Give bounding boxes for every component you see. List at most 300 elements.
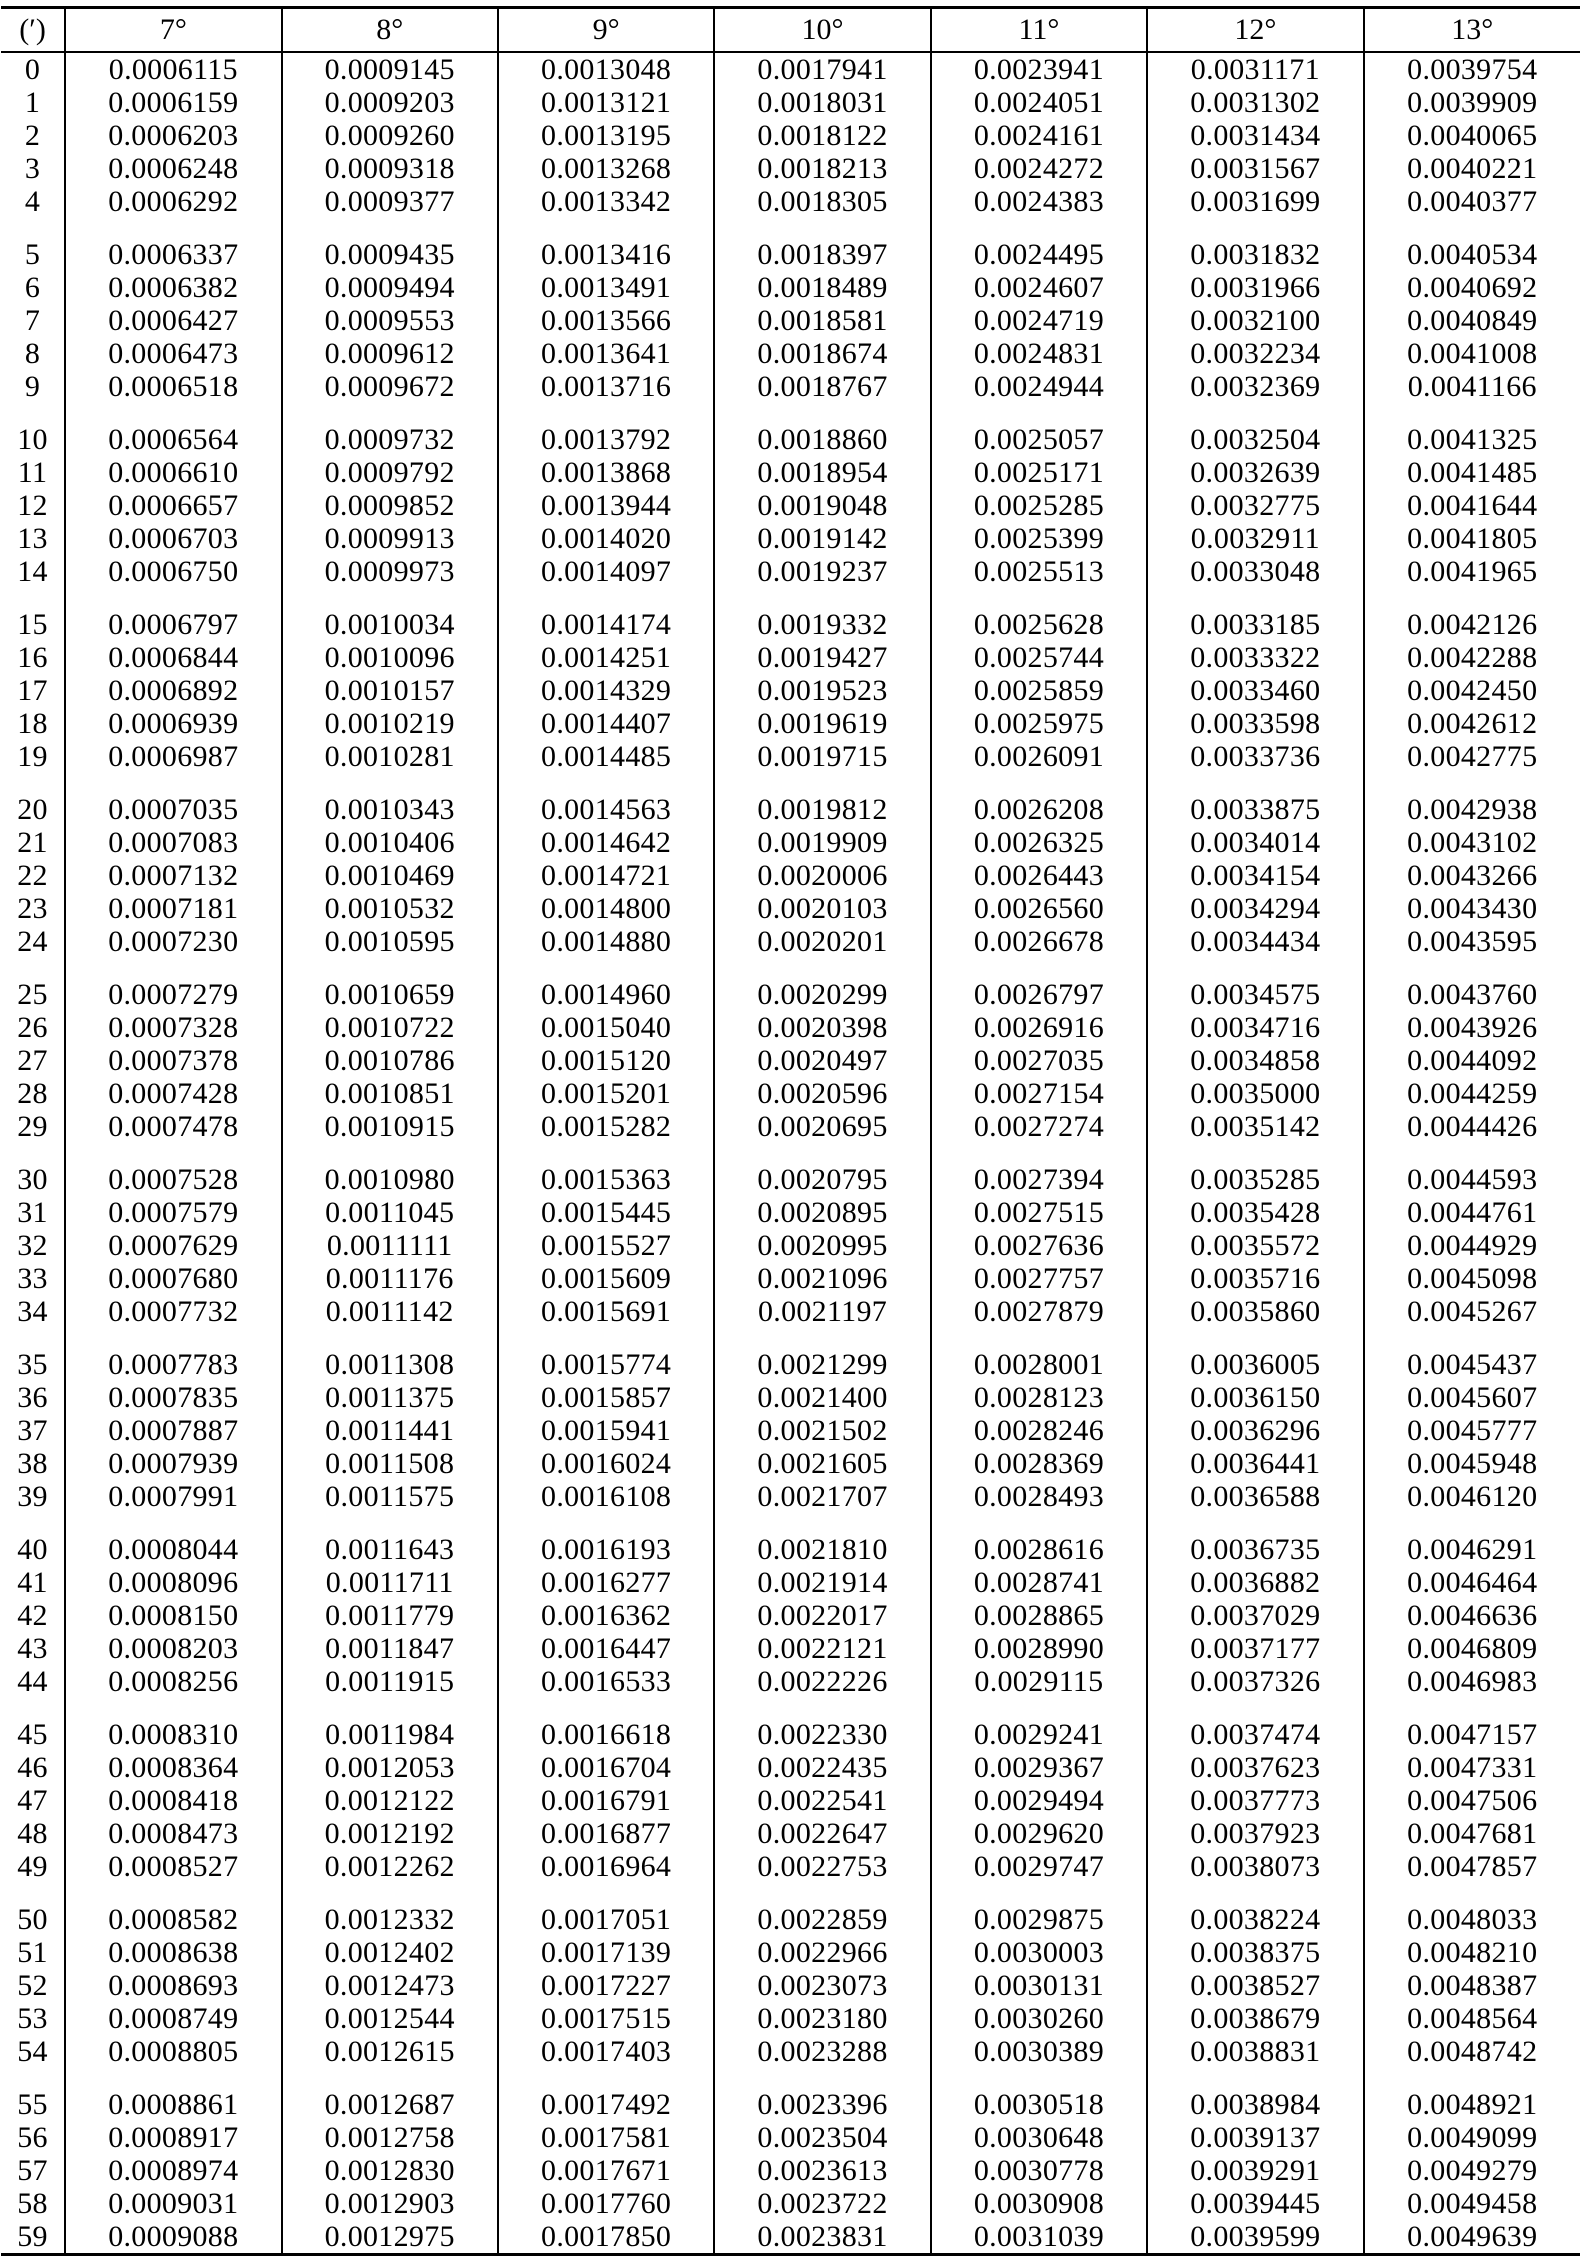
value-cell: 0.0028123 — [931, 1381, 1147, 1414]
value-cell: 0.0028616 — [931, 1513, 1147, 1566]
minute-cell: 3 — [1, 152, 65, 185]
value-cell: 0.0038224 — [1147, 1883, 1363, 1936]
table-row — [1, 1295, 1580, 1328]
value-cell: 0.0018954 — [714, 456, 930, 489]
minutes-column-header: (′) — [1, 8, 65, 53]
value-cell: 0.0013716 — [498, 370, 714, 403]
value-cell: 0.0010219 — [282, 707, 498, 740]
table-row — [1, 2121, 1580, 2154]
value-cell: 0.0012122 — [282, 1784, 498, 1817]
value-cell: 0.0043595 — [1407, 925, 1538, 958]
value-cell: 0.0016277 — [498, 1566, 714, 1599]
value-cell: 0.0018767 — [714, 370, 930, 403]
minute-cell: 36 — [1, 1381, 65, 1414]
value-cell: 0.0017139 — [498, 1936, 714, 1969]
value-cell: 0.0007680 — [65, 1262, 281, 1295]
value-cell: 0.0018397 — [714, 218, 930, 271]
table-row — [1, 1044, 1580, 1077]
value-cell: 0.0032100 — [1147, 304, 1363, 337]
value-cell: 0.0020695 — [714, 1110, 930, 1143]
value-cell: 0.0045098 — [1407, 1262, 1538, 1295]
minute-cell: 44 — [1, 1665, 65, 1698]
value-cell: 0.0021502 — [714, 1414, 930, 1447]
value-cell: 0.0008527 — [65, 1850, 281, 1883]
degree-column-header: 8° — [282, 8, 498, 53]
value-cell: 0.0011045 — [282, 1196, 498, 1229]
value-cell: 0.0006427 — [65, 304, 281, 337]
minute-cell: 1 — [1, 86, 65, 119]
table-row — [1, 1698, 1580, 1751]
table-row — [1, 958, 1580, 1011]
value-cell: 0.0045948 — [1407, 1447, 1538, 1480]
value-cell: 0.0031567 — [1147, 152, 1363, 185]
minute-cell: 11 — [1, 456, 65, 489]
value-cell: 0.0041008 — [1407, 337, 1538, 370]
value-cell: 0.0027035 — [931, 1044, 1147, 1077]
table-row — [1, 1513, 1580, 1566]
value-cell: 0.0010406 — [282, 826, 498, 859]
value-cell: 0.0024607 — [931, 271, 1147, 304]
value-cell: 0.0042775 — [1407, 740, 1538, 773]
value-cell: 0.0012332 — [282, 1883, 498, 1936]
value-cell: 0.0034716 — [1147, 1011, 1363, 1044]
value-cell: 0.0012544 — [282, 2002, 498, 2035]
value-cell: 0.0046291 — [1407, 1533, 1538, 1566]
value-cell: 0.0015857 — [498, 1381, 714, 1414]
value-cell: 0.0006518 — [65, 370, 281, 403]
value-cell: 0.0022330 — [714, 1698, 930, 1751]
value-cell: 0.0040065 — [1407, 119, 1538, 152]
minute-cell: 17 — [1, 674, 65, 707]
value-cell: 0.0015363 — [498, 1143, 714, 1196]
value-cell: 0.0014485 — [498, 740, 714, 773]
value-cell: 0.0008150 — [65, 1599, 281, 1632]
value-cell: 0.0022017 — [714, 1599, 930, 1632]
value-cell: 0.0048921 — [1407, 2088, 1538, 2121]
value-cell: 0.0020895 — [714, 1196, 930, 1229]
value-cell: 0.0015201 — [498, 1077, 714, 1110]
value-cell: 0.0046464 — [1407, 1566, 1538, 1599]
value-cell: 0.0046636 — [1407, 1599, 1538, 1632]
table-row — [1, 1632, 1580, 1665]
value-cell: 0.0038984 — [1147, 2068, 1363, 2121]
value-cell: 0.0026325 — [931, 826, 1147, 859]
value-cell: 0.0011176 — [282, 1262, 498, 1295]
value-cell: 0.0041325 — [1407, 423, 1538, 456]
value-cell: 0.0006337 — [65, 218, 281, 271]
value-cell: 0.0026208 — [931, 773, 1147, 826]
value-cell: 0.0029620 — [931, 1817, 1147, 1850]
minute-cell: 33 — [1, 1262, 65, 1295]
value-cell: 0.0007083 — [65, 826, 281, 859]
table-row — [1, 1262, 1580, 1295]
table-row — [1, 2154, 1580, 2187]
value-cell: 0.0043102 — [1407, 826, 1538, 859]
table-row — [1, 456, 1580, 489]
value-cell: 0.0006657 — [65, 489, 281, 522]
value-cell: 0.0007230 — [65, 925, 281, 958]
value-cell: 0.0028369 — [931, 1447, 1147, 1480]
table-row — [1, 119, 1580, 152]
value-cell: 0.0011643 — [282, 1513, 498, 1566]
value-cell: 0.0009792 — [282, 456, 498, 489]
minute-cell: 35 — [1, 1328, 65, 1381]
value-cell: 0.0017403 — [498, 2035, 714, 2068]
table-row — [1, 892, 1580, 925]
value-cell: 0.0033048 — [1147, 555, 1363, 588]
table-row — [1, 1110, 1580, 1143]
table-row — [1, 2002, 1580, 2035]
table-row — [1, 1077, 1580, 1110]
minute-cell: 4 — [1, 185, 65, 218]
value-cell: 0.0009260 — [282, 119, 498, 152]
value-cell: 0.0031699 — [1147, 185, 1363, 218]
value-cell: 0.0033875 — [1147, 773, 1363, 826]
degree-column-header: 7° — [65, 8, 281, 53]
minute-cell: 7 — [1, 304, 65, 337]
value-cell: 0.0022435 — [714, 1751, 930, 1784]
minute-cell: 16 — [1, 641, 65, 674]
value-cell: 0.0027757 — [931, 1262, 1147, 1295]
value-cell: 0.0008044 — [65, 1513, 281, 1566]
minute-cell: 19 — [1, 740, 65, 773]
value-cell: 0.0038073 — [1147, 1850, 1363, 1883]
value-cell: 0.0006473 — [65, 337, 281, 370]
value-cell: 0.0044593 — [1407, 1163, 1538, 1196]
minute-cell: 25 — [1, 958, 65, 1011]
minute-cell: 47 — [1, 1784, 65, 1817]
value-cell: 0.0012975 — [282, 2220, 498, 2255]
value-cell: 0.0018860 — [714, 403, 930, 456]
value-cell: 0.0006939 — [65, 707, 281, 740]
value-cell: 0.0046809 — [1407, 1632, 1538, 1665]
value-cell: 0.0041965 — [1407, 555, 1538, 588]
value-cell: 0.0015609 — [498, 1262, 714, 1295]
value-cell: 0.0041805 — [1407, 522, 1538, 555]
value-cell: 0.0009612 — [282, 337, 498, 370]
involute-function-table — [1, 6, 1580, 2256]
value-cell: 0.0034294 — [1147, 892, 1363, 925]
value-cell: 0.0024719 — [931, 304, 1147, 337]
value-cell: 0.0035000 — [1147, 1077, 1363, 1110]
value-cell: 0.0038375 — [1147, 1936, 1363, 1969]
value-cell: 0.0019048 — [714, 489, 930, 522]
table-row — [1, 1447, 1580, 1480]
value-cell: 0.0009973 — [282, 555, 498, 588]
value-cell: 0.0014097 — [498, 555, 714, 588]
value-cell: 0.0010980 — [282, 1143, 498, 1196]
value-cell: 0.0010343 — [282, 773, 498, 826]
minute-cell: 21 — [1, 826, 65, 859]
value-cell: 0.0036882 — [1147, 1566, 1363, 1599]
table-row — [1, 1566, 1580, 1599]
value-cell: 0.0010469 — [282, 859, 498, 892]
value-cell: 0.0046983 — [1407, 1665, 1538, 1698]
value-cell: 0.0009377 — [282, 185, 498, 218]
value-cell: 0.0011375 — [282, 1381, 498, 1414]
table-row — [1, 522, 1580, 555]
value-cell: 0.0016447 — [498, 1632, 714, 1665]
value-cell: 0.0009318 — [282, 152, 498, 185]
value-cell: 0.0014642 — [498, 826, 714, 859]
value-cell: 0.0026443 — [931, 859, 1147, 892]
value-cell: 0.0010096 — [282, 641, 498, 674]
value-cell: 0.0015445 — [498, 1196, 714, 1229]
value-cell: 0.0043430 — [1407, 892, 1538, 925]
value-cell: 0.0006564 — [65, 403, 281, 456]
table-row — [1, 1229, 1580, 1262]
value-cell: 0.0023722 — [714, 2187, 930, 2220]
value-cell: 0.0019619 — [714, 707, 930, 740]
value-cell: 0.0009852 — [282, 489, 498, 522]
value-cell: 0.0026797 — [931, 958, 1147, 1011]
value-cell: 0.0009913 — [282, 522, 498, 555]
value-cell: 0.0041644 — [1407, 489, 1538, 522]
value-cell: 0.0042938 — [1407, 793, 1538, 826]
value-cell: 0.0041485 — [1407, 456, 1538, 489]
value-cell: 0.0029367 — [931, 1751, 1147, 1784]
value-cell: 0.0040221 — [1407, 152, 1538, 185]
value-cell: 0.0019812 — [714, 773, 930, 826]
value-cell: 0.0039445 — [1147, 2187, 1363, 2220]
table-row — [1, 370, 1580, 403]
minute-cell: 30 — [1, 1143, 65, 1196]
table-row — [1, 1414, 1580, 1447]
minute-cell: 14 — [1, 555, 65, 588]
table-row — [1, 304, 1580, 337]
value-cell: 0.0014800 — [498, 892, 714, 925]
value-cell: 0.0012053 — [282, 1751, 498, 1784]
table-row — [1, 2068, 1580, 2121]
table-row — [1, 52, 1580, 86]
value-cell: 0.0021707 — [714, 1480, 930, 1513]
table-row — [1, 588, 1580, 641]
value-cell: 0.0019332 — [714, 588, 930, 641]
value-cell: 0.0014174 — [498, 588, 714, 641]
value-cell: 0.0031832 — [1147, 218, 1363, 271]
value-cell: 0.0033322 — [1147, 641, 1363, 674]
minute-cell: 43 — [1, 1632, 65, 1665]
value-cell: 0.0024383 — [931, 185, 1147, 218]
value-cell: 0.0040692 — [1407, 271, 1538, 304]
value-cell: 0.0018305 — [714, 185, 930, 218]
value-cell: 0.0013641 — [498, 337, 714, 370]
value-cell: 0.0026678 — [931, 925, 1147, 958]
value-cell: 0.0048564 — [1407, 2002, 1538, 2035]
value-cell: 0.0027154 — [931, 1077, 1147, 1110]
value-cell: 0.0020497 — [714, 1044, 930, 1077]
value-cell: 0.0008861 — [65, 2068, 281, 2121]
value-cell: 0.0032911 — [1147, 522, 1363, 555]
value-cell: 0.0021914 — [714, 1566, 930, 1599]
value-cell: 0.0011915 — [282, 1665, 498, 1698]
value-cell: 0.0027274 — [931, 1110, 1147, 1143]
value-cell: 0.0023504 — [714, 2121, 930, 2154]
value-cell: 0.0031039 — [931, 2220, 1147, 2255]
value-cell: 0.0006292 — [65, 185, 281, 218]
table-row — [1, 1143, 1580, 1196]
minute-cell: 52 — [1, 1969, 65, 2002]
value-cell: 0.0006987 — [65, 740, 281, 773]
value-cell: 0.0013416 — [498, 218, 714, 271]
value-cell: 0.0012402 — [282, 1936, 498, 1969]
value-cell: 0.0011111 — [282, 1229, 498, 1262]
value-cell: 0.0007428 — [65, 1077, 281, 1110]
table-row — [1, 555, 1580, 588]
value-cell: 0.0034575 — [1147, 958, 1363, 1011]
value-cell: 0.0013944 — [498, 489, 714, 522]
value-cell: 0.0024272 — [931, 152, 1147, 185]
value-cell: 0.0020995 — [714, 1229, 930, 1262]
value-cell: 0.0015120 — [498, 1044, 714, 1077]
value-cell: 0.0009553 — [282, 304, 498, 337]
value-cell: 0.0015774 — [498, 1328, 714, 1381]
value-cell: 0.0008473 — [65, 1817, 281, 1850]
value-cell: 0.0025285 — [931, 489, 1147, 522]
value-cell: 0.0008582 — [65, 1883, 281, 1936]
degree-column-header: 9° — [498, 8, 714, 53]
minute-cell: 8 — [1, 337, 65, 370]
value-cell: 0.0006115 — [65, 52, 281, 86]
table-row — [1, 1196, 1580, 1229]
value-cell: 0.0024831 — [931, 337, 1147, 370]
value-cell: 0.0022647 — [714, 1817, 930, 1850]
value-cell: 0.0033736 — [1147, 740, 1363, 773]
value-cell: 0.0008749 — [65, 2002, 281, 2035]
value-cell: 0.0012262 — [282, 1850, 498, 1883]
value-cell: 0.0015282 — [498, 1110, 714, 1143]
value-cell: 0.0012615 — [282, 2035, 498, 2068]
value-cell: 0.0007132 — [65, 859, 281, 892]
value-cell: 0.0042126 — [1407, 608, 1538, 641]
minute-cell: 42 — [1, 1599, 65, 1632]
value-cell: 0.0008917 — [65, 2121, 281, 2154]
value-cell: 0.0032504 — [1147, 403, 1363, 456]
table-header — [1, 8, 1580, 53]
table-row — [1, 218, 1580, 271]
value-cell: 0.0019237 — [714, 555, 930, 588]
table-body — [1, 52, 1580, 2255]
value-cell: 0.0025399 — [931, 522, 1147, 555]
table-row — [1, 1784, 1580, 1817]
value-cell: 0.0011308 — [282, 1328, 498, 1381]
value-cell: 0.0007328 — [65, 1011, 281, 1044]
value-cell: 0.0044426 — [1407, 1110, 1538, 1143]
value-cell: 0.0007629 — [65, 1229, 281, 1262]
value-cell: 0.0006844 — [65, 641, 281, 674]
value-cell: 0.0049279 — [1407, 2154, 1538, 2187]
minute-cell: 26 — [1, 1011, 65, 1044]
value-cell: 0.0035285 — [1147, 1143, 1363, 1196]
value-cell: 0.0037326 — [1147, 1665, 1363, 1698]
value-cell: 0.0037474 — [1147, 1698, 1363, 1751]
minute-cell: 51 — [1, 1936, 65, 1969]
table-row — [1, 1883, 1580, 1936]
value-cell: 0.0017051 — [498, 1883, 714, 1936]
value-cell: 0.0012903 — [282, 2187, 498, 2220]
value-cell: 0.0027394 — [931, 1143, 1147, 1196]
value-cell: 0.0019142 — [714, 522, 930, 555]
value-cell: 0.0049458 — [1407, 2187, 1538, 2220]
value-cell: 0.0010532 — [282, 892, 498, 925]
value-cell: 0.0007478 — [65, 1110, 281, 1143]
value-cell: 0.0007835 — [65, 1381, 281, 1414]
value-cell: 0.0021605 — [714, 1447, 930, 1480]
value-cell: 0.0031171 — [1147, 52, 1363, 86]
minute-cell: 32 — [1, 1229, 65, 1262]
value-cell: 0.0030778 — [931, 2154, 1147, 2187]
value-cell: 0.0028865 — [931, 1599, 1147, 1632]
value-cell: 0.0017941 — [714, 52, 930, 86]
value-cell: 0.0031302 — [1147, 86, 1363, 119]
value-cell: 0.0021400 — [714, 1381, 930, 1414]
value-cell: 0.0013121 — [498, 86, 714, 119]
value-cell: 0.0047331 — [1407, 1751, 1538, 1784]
value-cell: 0.0011575 — [282, 1480, 498, 1513]
value-cell: 0.0009672 — [282, 370, 498, 403]
value-cell: 0.0019909 — [714, 826, 930, 859]
value-cell: 0.0013566 — [498, 304, 714, 337]
value-cell: 0.0018122 — [714, 119, 930, 152]
minute-cell: 54 — [1, 2035, 65, 2068]
value-cell: 0.0020398 — [714, 1011, 930, 1044]
value-cell: 0.0012192 — [282, 1817, 498, 1850]
value-cell: 0.0007378 — [65, 1044, 281, 1077]
minute-cell: 31 — [1, 1196, 65, 1229]
value-cell: 0.0016533 — [498, 1665, 714, 1698]
value-cell: 0.0009494 — [282, 271, 498, 304]
value-cell: 0.0013792 — [498, 403, 714, 456]
minute-cell: 28 — [1, 1077, 65, 1110]
value-cell: 0.0009203 — [282, 86, 498, 119]
value-cell: 0.0035860 — [1147, 1295, 1363, 1328]
value-cell: 0.0025744 — [931, 641, 1147, 674]
value-cell: 0.0025171 — [931, 456, 1147, 489]
minute-cell: 20 — [1, 773, 65, 826]
value-cell: 0.0011142 — [282, 1295, 498, 1328]
value-cell: 0.0016362 — [498, 1599, 714, 1632]
table-row — [1, 2220, 1580, 2255]
table-row — [1, 403, 1580, 456]
value-cell: 0.0025859 — [931, 674, 1147, 707]
value-cell: 0.0014721 — [498, 859, 714, 892]
value-cell: 0.0021096 — [714, 1262, 930, 1295]
value-cell: 0.0008805 — [65, 2035, 281, 2068]
value-cell: 0.0047506 — [1407, 1784, 1538, 1817]
value-cell: 0.0024495 — [931, 218, 1147, 271]
value-cell: 0.0017492 — [498, 2068, 714, 2121]
value-cell: 0.0038679 — [1147, 2002, 1363, 2035]
value-cell: 0.0015040 — [498, 1011, 714, 1044]
value-cell: 0.0027515 — [931, 1196, 1147, 1229]
value-cell: 0.0011711 — [282, 1566, 498, 1599]
table-row — [1, 1850, 1580, 1883]
value-cell: 0.0028001 — [931, 1328, 1147, 1381]
value-cell: 0.0035572 — [1147, 1229, 1363, 1262]
minute-cell: 45 — [1, 1698, 65, 1751]
value-cell: 0.0017760 — [498, 2187, 714, 2220]
value-cell: 0.0028741 — [931, 1566, 1147, 1599]
value-cell: 0.0030260 — [931, 2002, 1147, 2035]
value-cell: 0.0032369 — [1147, 370, 1363, 403]
minute-cell: 59 — [1, 2220, 65, 2255]
value-cell: 0.0017515 — [498, 2002, 714, 2035]
value-cell: 0.0013195 — [498, 119, 714, 152]
value-cell: 0.0010659 — [282, 958, 498, 1011]
value-cell: 0.0037623 — [1147, 1751, 1363, 1784]
value-cell: 0.0014020 — [498, 522, 714, 555]
value-cell: 0.0035428 — [1147, 1196, 1363, 1229]
